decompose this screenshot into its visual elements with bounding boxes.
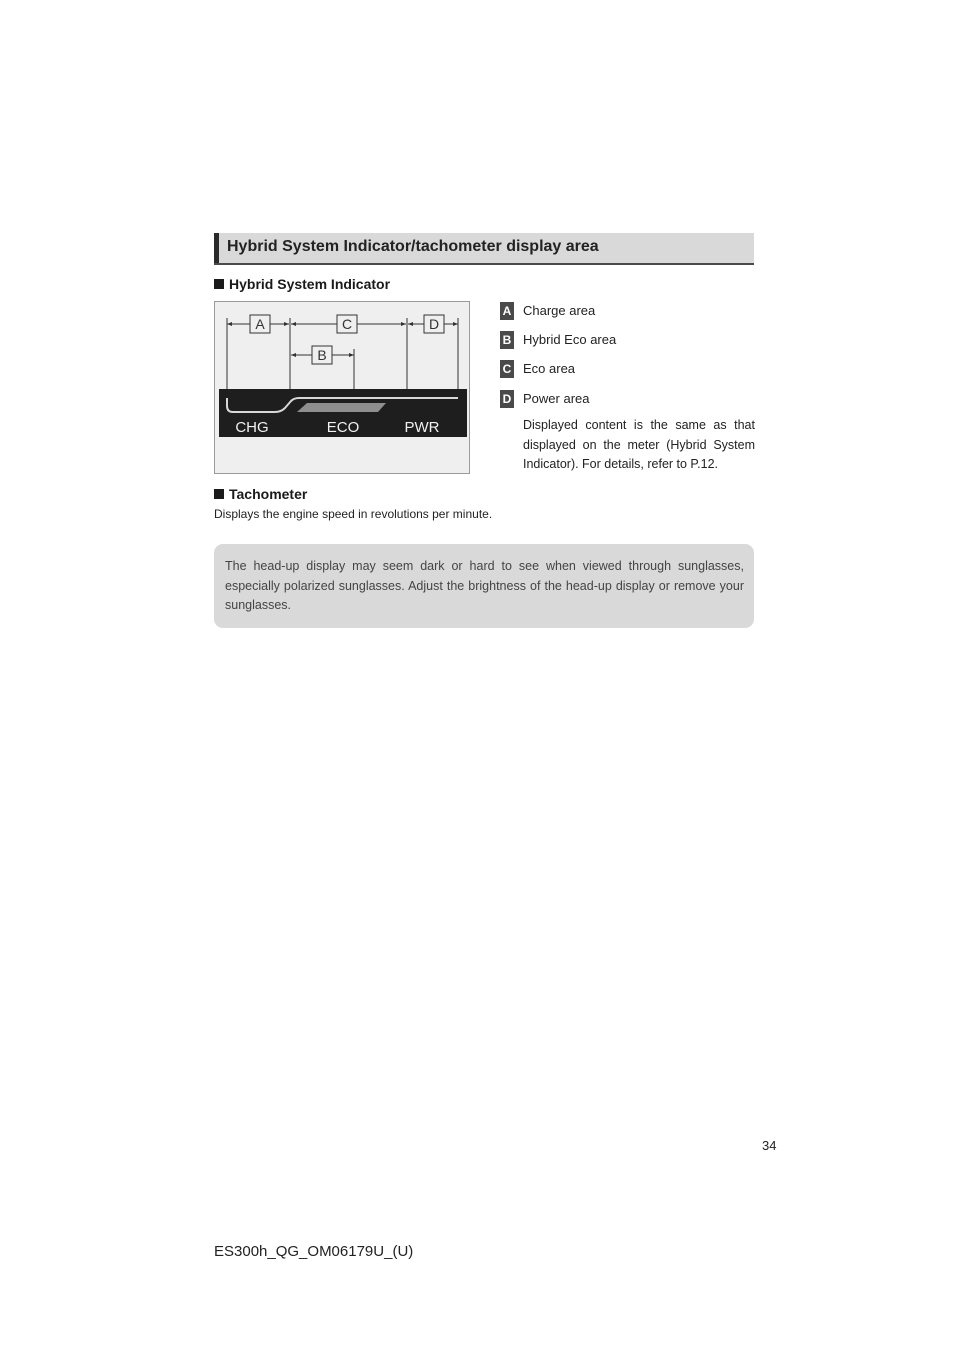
square-bullet-icon xyxy=(214,279,224,289)
display-label-eco: ECO xyxy=(326,419,360,436)
note-box xyxy=(214,544,754,628)
dimension-label-c: C xyxy=(341,316,353,332)
legend-label-d: Power area xyxy=(523,391,590,406)
tachometer-text: Displays the engine speed in revolutions per minute. xyxy=(214,507,493,521)
hybrid-indicator-heading-text: Hybrid System Indicator xyxy=(229,276,391,292)
eco-area-bar xyxy=(297,403,386,412)
legend-badge-c: C xyxy=(500,360,514,378)
legend-badge-a: A xyxy=(500,302,514,320)
legend-label-b: Hybrid Eco area xyxy=(523,332,617,347)
tachometer-heading-text: Tachometer xyxy=(229,486,308,502)
section-title: Hybrid System Indicator/tachometer display area xyxy=(227,238,599,255)
hybrid-indicator-heading xyxy=(214,276,390,292)
legend-badge-b: B xyxy=(500,331,514,349)
tachometer-heading xyxy=(214,486,307,502)
display-label-pwr: PWR xyxy=(404,419,440,436)
diagram-illustration xyxy=(215,302,471,475)
dimension-label-b: B xyxy=(317,347,327,363)
footer-code: ES300h_QG_OM06179U_(U) xyxy=(214,1243,414,1260)
legend-label-a: Charge area xyxy=(523,303,596,318)
note-text: The head-up display may seem dark or hard to see when viewed through sunglasses, especially polarized sunglasses. Adjust the brightness of the head-up display or remove your sunglasses. xyxy=(225,559,744,612)
page-number: 34 xyxy=(762,1138,777,1153)
dimension-label-a: A xyxy=(255,316,265,332)
dimension-label-d: D xyxy=(428,316,440,332)
legend-label-c: Eco area xyxy=(523,361,576,376)
indicator-description: Displayed content is the same as that displayed on the meter (Hybrid System Indicator). For details, refer to P.12. xyxy=(523,418,755,471)
section-header xyxy=(214,233,754,265)
square-bullet-icon xyxy=(214,489,224,499)
hybrid-indicator-diagram xyxy=(214,301,470,474)
display-label-chg: CHG xyxy=(235,419,269,436)
section-header-bar xyxy=(214,233,219,263)
legend-badge-d: D xyxy=(500,390,514,408)
